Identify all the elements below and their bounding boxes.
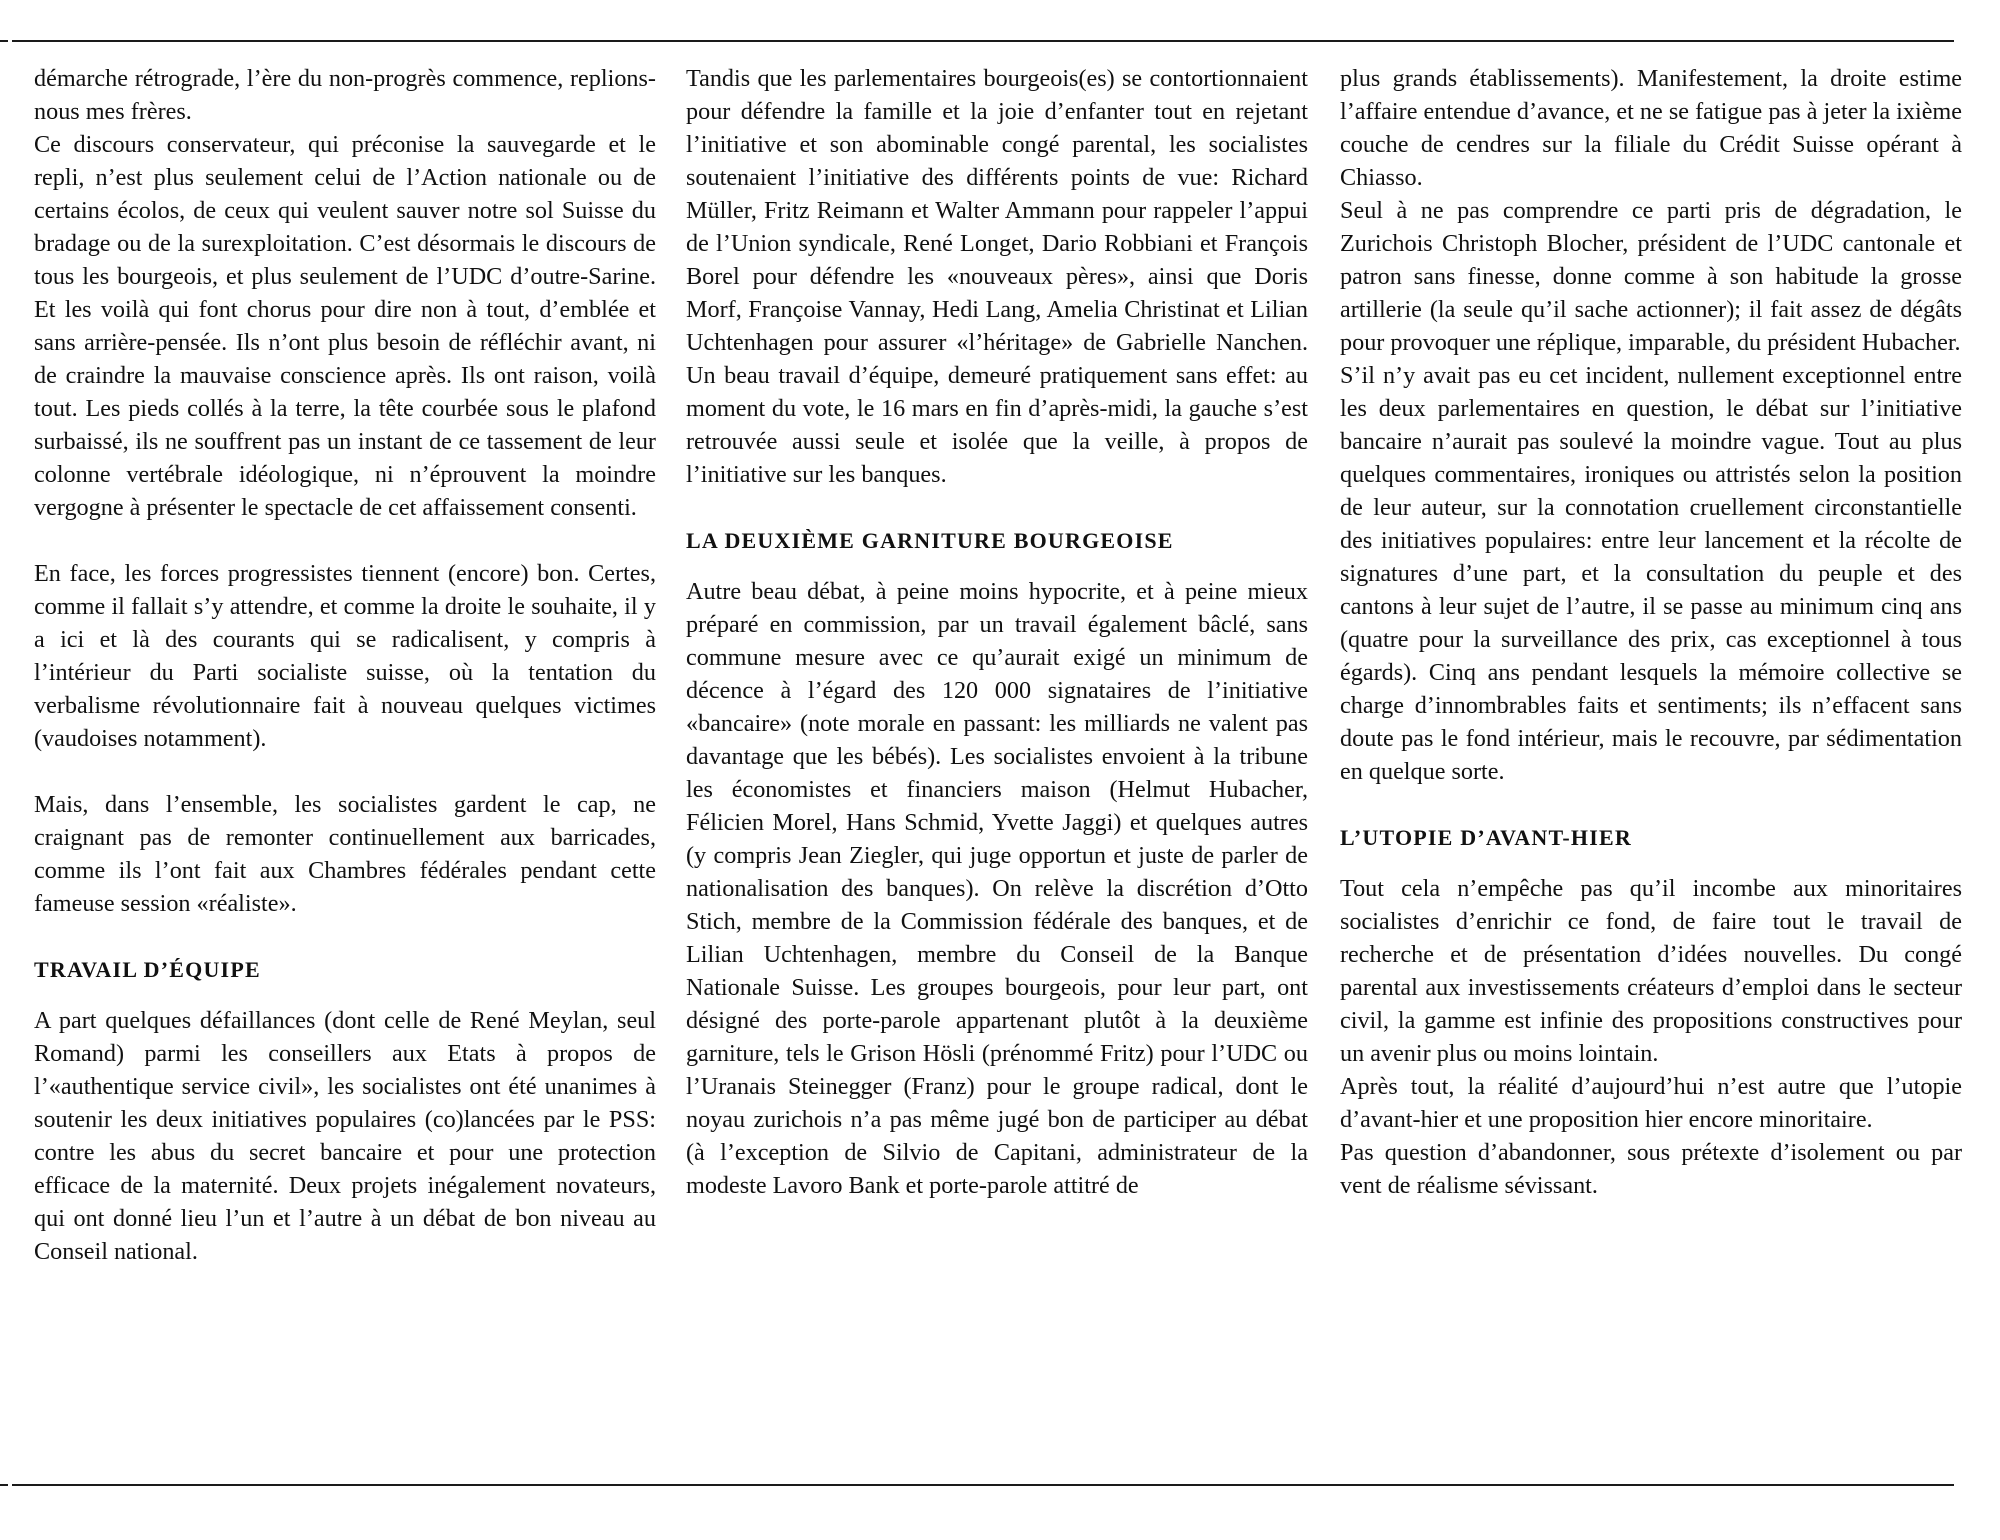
left-margin-tick xyxy=(0,40,8,42)
text-column-3 xyxy=(1340,62,1962,1472)
bottom-rule xyxy=(12,1484,1954,1486)
body-paragraph: Autre beau débat, à peine moins hypocrite, et à peine mieux préparé en commission, par un travail également bâclé, sans commune mesure avec ce qu’aurait exigé un minimum de décence à l’égard des 120 000 signataires de l’initiative «bancaire» (note morale en passant: les milliards ne valent pas davantage que les bébés). Les socialistes envoient à la tribune les économistes et financiers maison (Helmut Hubacher, Félicien Morel, Hans Schmid, Yvette Jaggi) et quelques autres (y compris Jean Ziegler, qui juge opportun et juste de parler de nationalisation des banques). On relève la discrétion d’Otto Stich, membre de la Commission fédérale des banques, et de Lilian Uchtenhagen, membre du Conseil de la Banque Nationale Suisse. Les groupes bourgeois, pour leur part, ont désigné des porte-parole appartenant plutôt à la deuxième garniture, tels le Grison Hösli (prénommé Fritz) pour l’UDC ou l’Uranais Steinegger (Franz) pour le groupe radical, dont le noyau zurichois n’a pas même jugé bon de participer au débat (à l’exception de Silvio de Capitani, administrateur de la modeste Lavoro Bank et porte-parole attitré de xyxy=(686,578,1308,1199)
body-paragraph: plus grands établissements). Manifestement, la droite estime l’affaire entendue d’avance, et ne se fatigue pas à jeter la ixième couche de cendres sur la filiale du Crédit Suisse opérant à Chiasso. xyxy=(1340,65,1962,191)
body-paragraph: Ce discours conservateur, qui préconise la sauvegarde et le repli, n’est plus seulement celui de l’Action nationale ou de certains écolos, de ceux qui veulent sauver notre sol Suisse du bradage ou de la surexploitation. C’est désormais le discours de tous les bourgeois, et plus seulement de l’UDC d’outre-Sarine. Et les voilà qui font chorus pour dire non à tout, d’emblée et sans arrière-pensée. Ils n’ont plus besoin de réfléchir avant, ni de craindre la mauvaise conscience après. Ils ont raison, voilà tout. Les pieds collés à la terre, la tête courbée sous le plafond surbaissé, ils ne souffrent pas un instant de ce tassement de leur colonne vertébrale idéologique, ni n’éprouvent la moindre vergogne à présenter le spectacle de cet affaissement consenti. xyxy=(34,131,656,521)
paragraph-spacer xyxy=(1340,854,1962,872)
body-paragraph: Pas question d’abandonner, sous prétexte d’isolement ou par vent de réalisme sévissant. xyxy=(1340,1139,1962,1199)
text-column-2 xyxy=(686,62,1308,1472)
body-paragraph: Mais, dans l’ensemble, les socialistes gardent le cap, ne craignant pas de remonter continuellement aux barricades, comme ils l’ont fait aux Chambres fédérales pendant cette fameuse session «réaliste». xyxy=(34,791,656,917)
paragraph-spacer xyxy=(34,524,656,557)
section-heading: TRAVAIL D’ÉQUIPE xyxy=(34,957,261,982)
paragraph-spacer xyxy=(1340,788,1962,821)
paragraph-spacer xyxy=(34,755,656,788)
body-paragraph: Tout cela n’empêche pas qu’il incombe aux minoritaires socialistes d’enrichir ce fond, de faire tout le travail de recherche et de présentation d’idées nouvelles. Du congé parental aux investissements créateurs d’emploi dans le secteur civil, la gamme est infinie des propositions constructives pour un avenir plus ou moins lointain. xyxy=(1340,875,1962,1067)
text-column-1 xyxy=(34,62,656,1472)
paragraph-spacer xyxy=(34,986,656,1004)
body-paragraph: S’il n’y avait pas eu cet incident, nullement exceptionnel entre les deux parlementaires en question, le débat sur l’initiative bancaire n’aurait pas soulevé la moindre vague. Tout au plus quelques commentaires, ironiques ou attristés selon la position de leur auteur, sur la connotation cruellement circonstantielle des initiatives populaires: entre leur lancement et la récolte de signatures d’une part, et la consultation du peuple et des cantons à leur sujet de l’autre, il se passe au minimum cinq ans (quatre pour la surveillance des prix, cas exceptionnel à tous égards). Cinq ans pendant lesquels la mémoire collective se charge d’innombrables faits et sentiments; ils n’effacent sans doute pas le fond intérieur, mais le recouvre, par sédimentation en quelque sorte. xyxy=(1340,362,1962,785)
top-rule xyxy=(12,40,1954,42)
body-paragraph: démarche rétrograde, l’ère du non-progrès commence, replions-nous mes frères. xyxy=(34,65,656,125)
section-heading: LA DEUXIÈME GARNITURE BOURGEOISE xyxy=(686,528,1174,553)
body-paragraph: A part quelques défaillances (dont celle de René Meylan, seul Romand) parmi les conseillers aux Etats à propos de l’«authentique service civil», les socialistes ont été unanimes à soutenir les deux initiatives populaires (co)lancées par le PSS: contre les abus du secret bancaire et pour une protection efficace de la maternité. Deux projets inégalement novateurs, qui ont donné lieu l’un et l’autre à un débat de bon niveau au Conseil national. xyxy=(34,1007,656,1265)
paragraph-spacer xyxy=(686,491,1308,524)
left-margin-tick-bottom xyxy=(0,1484,8,1486)
body-paragraph: En face, les forces progressistes tiennent (encore) bon. Certes, comme il fallait s’y attendre, et comme la droite le souhaite, il y a ici et là des courants qui se radicalisent, y compris à l’intérieur du Parti socialiste suisse, où la tentation du verbalisme révolutionnaire fait à nouveau quelques victimes (vaudoises notamment). xyxy=(34,560,656,752)
paragraph-spacer xyxy=(34,920,656,953)
body-paragraph: Après tout, la réalité d’aujourd’hui n’est autre que l’utopie d’avant-hier et une proposition hier encore minoritaire. xyxy=(1340,1073,1962,1133)
paragraph-spacer xyxy=(686,557,1308,575)
body-paragraph: Seul à ne pas comprendre ce parti pris de dégradation, le Zurichois Christoph Blocher, président de l’UDC cantonale et patron sans finesse, donne comme à son habitude la grosse artillerie (la seule qu’il sache actionner); il fait assez de dégâts pour provoquer une réplique, imparable, du président Hubacher. xyxy=(1340,197,1962,356)
section-heading: L’UTOPIE D’AVANT-HIER xyxy=(1340,825,1632,850)
body-paragraph: Tandis que les parlementaires bourgeois(es) se contortionnaient pour défendre la famille et la joie d’enfanter tout en rejetant l’initiative et son abominable congé parental, les socialistes soutenaient l’initiative des différents points de vue: Richard Müller, Fritz Reimann et Walter Ammann pour rappeler l’appui de l’Union syndicale, René Longet, Dario Robbiani et François Borel pour défendre les «nouveaux pères», ainsi que Doris Morf, Françoise Vannay, Hedi Lang, Amelia Christinat et Lilian Uchtenhagen pour assurer «l’héritage» de Gabrielle Nanchen. Un beau travail d’équipe, demeuré pratiquement sans effet: au moment du vote, le 16 mars en fin d’après-midi, la gauche s’est retrouvée aussi seule et isolée que la veille, à propos de l’initiative sur les banques. xyxy=(686,65,1308,488)
